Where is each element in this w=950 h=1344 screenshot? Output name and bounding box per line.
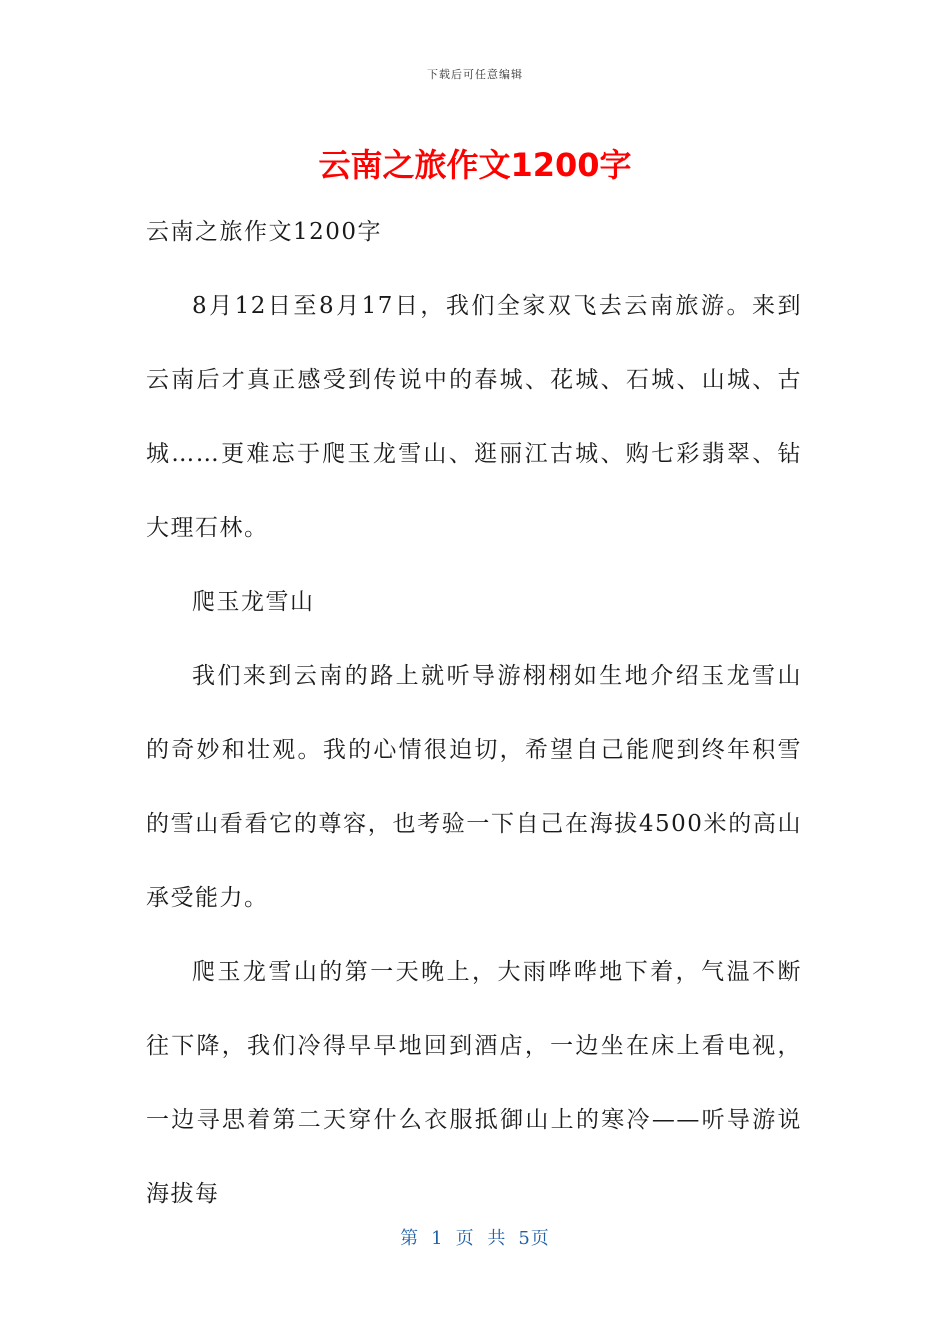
paragraph: 8月12日至8月17日，我们全家双飞去云南旅游。来到云南后才真正感受到传说中的春城、花城、石城、山城、古城……更难忘于爬玉龙雪山、逛丽江古城、购七彩翡翠、钻大理石林。 (146, 293, 802, 541)
footer-of-label: 页 共 (455, 1228, 507, 1249)
footer-current-page: 1 (431, 1228, 444, 1249)
page-footer (0, 1224, 950, 1250)
footer-page-label: 第 (400, 1228, 420, 1249)
document-title: 云南之旅作文1200字 (318, 146, 632, 184)
section-heading: 爬玉龙雪山 (192, 589, 315, 615)
paragraph: 我们来到云南的路上就听导游栩栩如生地介绍玉龙雪山的奇妙和壮观。我的心情很迫切，希望自己能爬到终年积雪的雪山看看它的尊容，也考验一下自己在海拔4500米的高山承受能力。 (146, 663, 802, 911)
footer-total-pages: 5页 (518, 1228, 550, 1249)
document-subtitle: 云南之旅作文1200字 (146, 219, 383, 245)
header-note: 下载后可任意编辑 (427, 68, 523, 81)
document-body (146, 195, 802, 1231)
paragraph: 爬玉龙雪山的第一天晚上，大雨哗哗地下着，气温不断往下降，我们冷得早早地回到酒店，一边坐在床上看电视，一边寻思着第二天穿什么衣服抵御山上的寒冷——听导游说海拔每 (146, 959, 802, 1207)
